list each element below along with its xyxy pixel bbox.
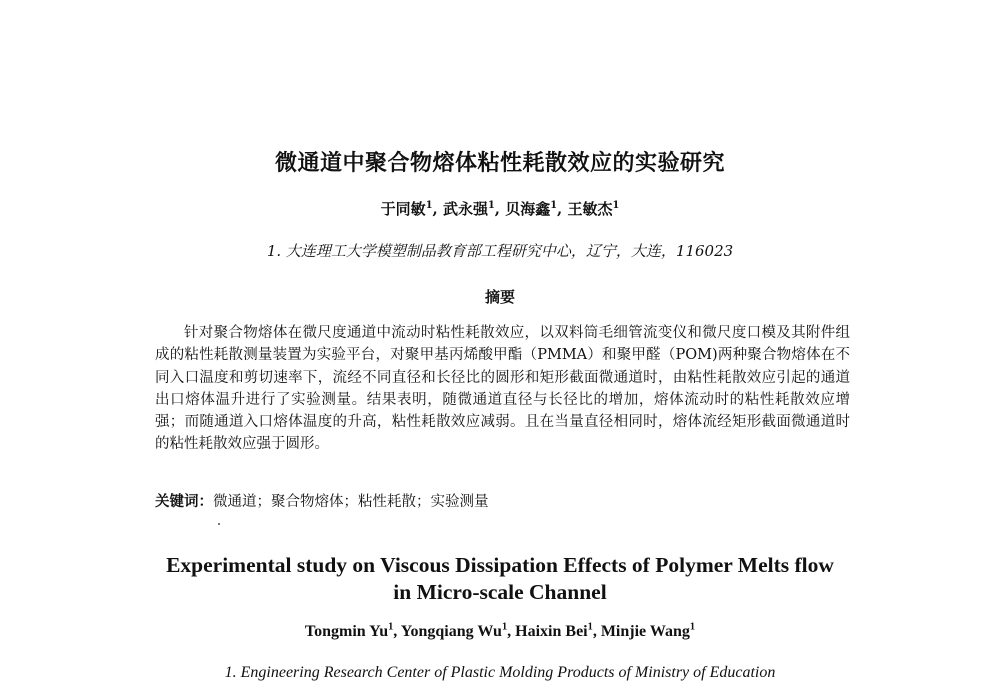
- author-affil-mark: 1: [501, 621, 508, 633]
- author-affil-mark: 1: [612, 200, 620, 211]
- author-separator: ,: [507, 623, 516, 640]
- chinese-title: 微通道中聚合物熔体粘性耗散效应的实验研究: [274, 150, 725, 176]
- author-name: Tongmin Yu: [304, 623, 389, 640]
- chinese-affiliation: 1. 大连理工大学模塑制品教育部工程研究中心，辽宁，大连，116023: [266, 242, 734, 260]
- chinese-abstract: 针对聚合物熔体在微尺度通道中流动时粘性耗散效应，以双料筒毛细管流变仪和微尺度口模及其附件组成的粘性耗散测量装置为实验平台，对聚甲基丙烯酸甲酯（PMMA）和聚甲醛（POM)两种聚合物熔体在不同入口温度和剪切速率下，流经不同直径和长径比的圆形和矩形截面微通道时，由粘性耗散效应引起的通道出口熔体温升进行了实验测量。结果表明，随微通道直径与长径比的增加，熔体流动时的粘性耗散效应增强；而随通道入口熔体温度的升高，粘性耗散效应减弱。且在当量直径相同时，熔体流经矩形截面微通道时的粘性耗散效应强于圆形。: [155, 325, 850, 453]
- scan-speck: [218, 523, 220, 525]
- author-name: 于同敏: [380, 200, 426, 218]
- author-separator: ,: [432, 200, 438, 218]
- english-title-line-2: in Micro-scale Channel: [393, 580, 607, 604]
- author-name: Haixin Bei: [515, 623, 588, 640]
- chinese-author-list: [0, 198, 1000, 219]
- chinese-keywords: [155, 490, 850, 511]
- author-name: 武永强: [442, 200, 488, 218]
- author-affil-mark: 1: [689, 621, 696, 633]
- author-name: 贝海鑫: [505, 200, 551, 218]
- author-affil-mark: 1: [425, 200, 433, 211]
- english-affiliation: 1. Engineering Research Center of Plastic Molding Products of Ministry of Education: [224, 664, 776, 681]
- author-separator: ,: [494, 200, 500, 218]
- author-separator: ,: [592, 623, 601, 640]
- author-name: Yongqiang Wu: [400, 623, 502, 640]
- author-separator: ,: [557, 200, 563, 218]
- author-affil-mark: 1: [587, 621, 593, 633]
- author-name: Minjie Wang: [600, 623, 690, 640]
- abstract-heading: 摘要: [484, 288, 515, 306]
- author-name: 王敏杰: [567, 200, 613, 218]
- author-affil-mark: 1: [487, 200, 495, 211]
- author-separator: ,: [393, 623, 401, 640]
- english-title: [0, 552, 1000, 606]
- author-affil-mark: 1: [388, 621, 394, 633]
- author-affil-mark: 1: [550, 200, 558, 211]
- keywords-label: 关键词：: [155, 493, 213, 510]
- english-author-list: [0, 623, 1000, 641]
- keywords-text: 微通道；聚合物熔体；粘性耗散；实验测量: [213, 494, 489, 510]
- english-title-line-1: Experimental study on Viscous Dissipation Effects of Polymer Melts flow: [166, 553, 834, 577]
